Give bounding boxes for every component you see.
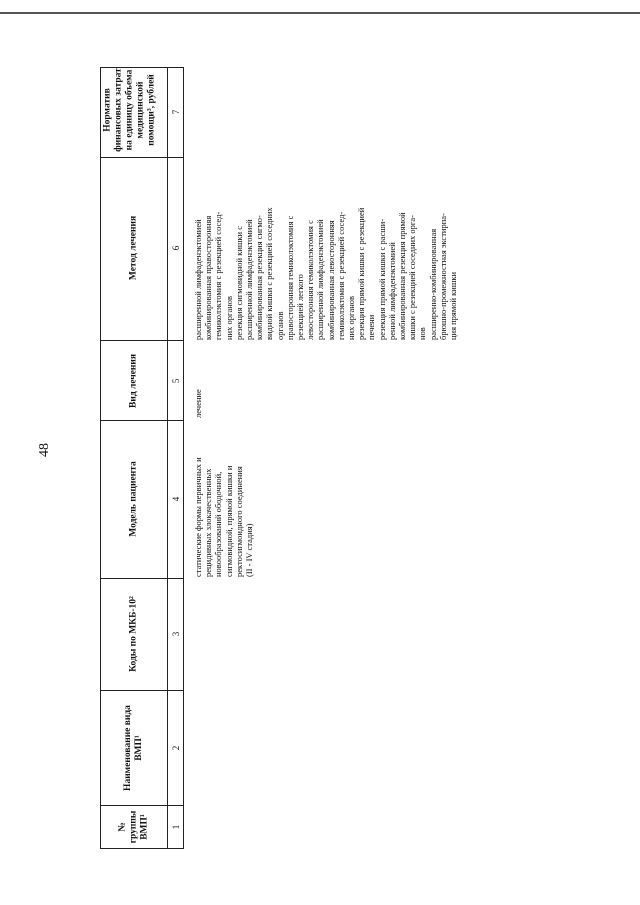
col-sep-7-6 [100, 157, 184, 158]
table-bottom-border [100, 848, 184, 849]
col-sep-4-3 [100, 578, 184, 579]
col-sep-6-5 [100, 340, 184, 341]
col-number-7: 7 [171, 109, 181, 115]
col-sep-5-4 [100, 420, 184, 421]
header-col-1: № группы ВМП¹ [117, 810, 150, 844]
header-col-4: Модель пациента [128, 461, 139, 537]
col-number-5: 5 [171, 378, 181, 384]
header-col-5: Вид лечения [128, 354, 139, 408]
page-number: 48 [37, 443, 52, 457]
cell-treatment-type: лечение [193, 389, 203, 418]
header-number-divider [167, 67, 168, 849]
cell-patient-model: статические формы первичных и рецидивных злокачественных новообразований ободочной, сигмовидной, прямой кишки и ректосигмоидного соединения (II - IV стадия) [193, 457, 255, 577]
col-number-6: 6 [171, 245, 181, 251]
col-sep-2-1 [100, 805, 184, 806]
col-number-2: 2 [171, 745, 181, 751]
cell-treatment-methods: расширенной лимфаденэктомией комбинированная правосторонняя гемиколэктомия с резекцией сосед- них органов резекция сигмовидной кишки с расширенной лимфаденэктомией комбинированная резекция сигмо- видной кишки с резекцией соседних органов правосторонняя гемиколэктомия с резекцией легкого левосторонняя гемиколэктомия с расширенной лимфаденэктомией комбинированная левосторонняя гемиколэктомия с резекцией сосед- них органов резекция прямой кишки с резекцией печени резекция прямой кишки с расши- ренной лимфаденэктомией комбинированная резекция прямой кишки с резекцией соседних орга- нов расширенно-комбинированная брюшно-промежностная экстирпа- ция прямой кишки [193, 207, 459, 340]
table-left-border [100, 67, 101, 849]
col-number-3: 3 [171, 631, 181, 637]
header-col-3: Коды по МКБ-10² [128, 596, 139, 672]
col-sep-3-2 [100, 690, 184, 691]
top-rule [0, 12, 640, 14]
header-col-6: Метод лечения [128, 215, 139, 281]
header-col-2: Наименование вида ВМП¹ [123, 705, 144, 791]
table-right-border [183, 67, 184, 849]
col-number-1: 1 [171, 824, 181, 830]
col-number-4: 4 [171, 496, 181, 502]
header-col-7: Норматив финансовых затрат на единицу объема медицинской помощи³, рублей [102, 68, 157, 152]
